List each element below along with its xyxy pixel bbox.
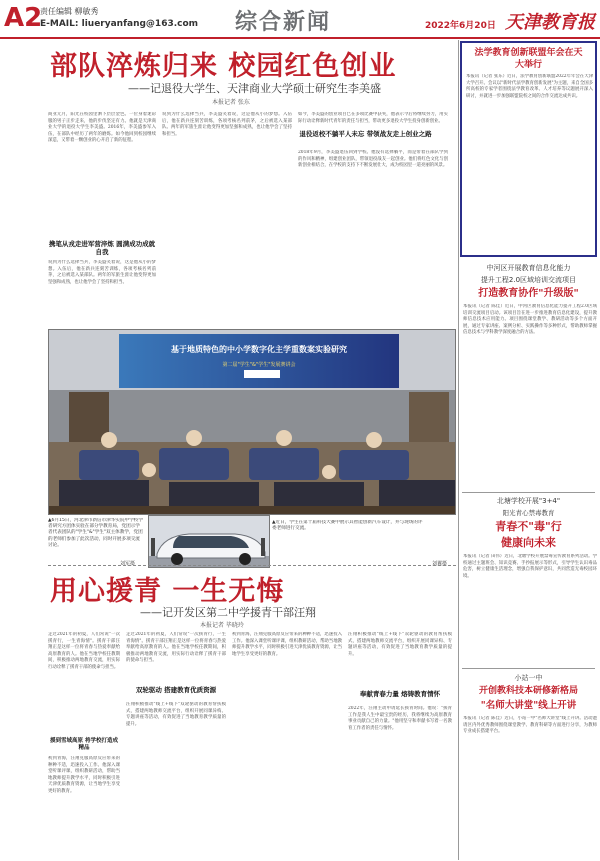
story1-paragraph: 商亚元月，阳光在校园里洒下层层金色。一位身着迷彩服的男子正步走来，他的步伐坚定有力。他就是天津商业大学的退役大学生李美盛。2016年，李美盛参军入伍，在部队中经历了两年的磨炼。如今他回到校园继续深造，又带着一颗创业的心开启了新的征程。: [48, 112, 156, 144]
masthead-logo: 天津教育报: [505, 12, 595, 33]
story2-paragraph: 初到青海，汪翔克服高原反应带来的种种不适，迅速投入工作。他深入课堂听课评课，组织教研活动，帮助当地教师提升教学水平，同时积极引进天津优质教育资源，让当地学生享受更好的教育。: [232, 632, 342, 657]
story1-paragraph: 说到为什么选择当兵，李美盛笑着说，这是他从小的梦想。入伍后，他在新兵连刻苦训练，各项考核名列前茅，之后被选入某部队。两年的军旅生涯让他变得更加坚强和成熟，也让他学会了坚持和担当。: [48, 260, 156, 285]
photo-caption: ▲6月15日，河北津市新信市津华实院中学校学者研究方团体实验在部分学教育局，党团示学者代表团队的"学生"&"学生"双主体教学，党团的老师们参加了此次活动，同时开展多项交流讨论。: [48, 518, 143, 548]
story-headline: 青春不"毒"行: [495, 520, 562, 533]
story-headline: 健康向未来: [501, 536, 556, 549]
story-kicker: 中河区开展教育信息化能力: [486, 264, 571, 272]
story2-paragraph: 汪翔积极推动"线上+线下"双轮驱动的教育帮扶模式，搭建两地教师交流平台，组织开展同课异构、专题讲座等活动，有效促进了当地教育教学质量的提升。: [348, 632, 452, 657]
column-rule: [458, 40, 459, 860]
email-line: E-MAIL: liueryanfang@163.com: [40, 19, 199, 29]
section-divider: [48, 565, 456, 566]
story2-paragraph: 初到青海，汪翔克服高原反应带来的种种不适，迅速投入工作。他深入课堂听课评课，组织教研活动，帮助当地教师提升教学水平，同时积极引进天津优质教育资源，让当地学生享受更好的教育。: [48, 756, 120, 794]
editor-line: 责任编辑 柳敏秀: [40, 7, 99, 16]
story-body: 本报讯（记者 陈佳）近日，小站一中"名师大讲堂"线上开讲。活动邀请区内外优秀教师围绕课堂教学、教育科研等方面进行分享，为教师专业成长搭建平台。: [463, 716, 597, 735]
story1-paragraph: 2018年9月，李美盛退伍回到学校。他没有选择躺平，而是带着在部队学到的作风和精神，组建创业团队，带领退役战友一起创业。他们将红色文化与创新创业相结合，在学校的支持下不断发展壮大，成为校园里一道亮丽的风景。: [298, 150, 448, 169]
story1-subheading: 退役返校不躺平人未忘 带领战友走上创业之路: [299, 130, 432, 138]
classroom-photo: [48, 329, 456, 515]
story1-paragraph: 如今，李美盛的创业项目已在多项比赛中获奖，他表示今后将继续努力，用实际行动诠释新时代青年的责任与担当，带动更多退役大学生投身创新创业。: [298, 112, 448, 124]
car-photo-image: [149, 516, 270, 568]
story2-paragraph: 2022年，汪翔主动申请延长援青时间。他说："援青工作是我人生中最宝贵的经历，我将继续为高原教育事业贡献自己的力量。"他用坚守和奉献书写着一名教育工作者的责任与情怀。: [348, 706, 452, 731]
classroom-photo-image: [49, 330, 456, 515]
issue-date: 2022年6月20日: [425, 21, 496, 31]
page-number: A2: [4, 3, 43, 33]
car-photo: [148, 515, 270, 568]
story2-headline: 用心援青 一生无悔: [50, 576, 285, 607]
story2-subheading: 援到雪域高原 将学校打造成精品: [50, 738, 118, 751]
story-kicker: 北塘学校开展"3+4": [496, 497, 561, 505]
story2-subheading: 双轮驱动 搭建教育优质资源: [135, 686, 217, 694]
story1-subhead: ——记退役大学生、天津商业大学硕士研究生李美盛: [128, 82, 381, 95]
story1-subheading: 携笔从戎走进军营淬炼 圆满成功成就自我: [48, 240, 156, 256]
story1-paragraph: 说到为什么选择当兵，李美盛笑着说，这是他从小的梦想。入伍后，他在新兵连刻苦训练，各项考核名列前茅，之后被选入某部队。两年的军旅生涯让他变得更加坚强和成熟，也让他学会了坚持和担当。: [162, 112, 292, 137]
story-body: 本报讯（记者 田伟）近日，北塘学校开展禁毒宣传教育系列活动。学校通过主题班会、知识竞赛、手抄报展示等形式，引导学生认识毒品危害，树立健康生活理念，增强自我保护意识，共同营造无毒校园环境。: [463, 554, 597, 579]
story-headline: 打造教育协作"升级版": [478, 288, 579, 299]
story2-paragraph: 汪翔积极推动"线上+线下"双轮驱动的教育帮扶模式，搭建两地教师交流平台，组织开展同课异构、专题讲座等活动，有效促进了当地教育教学质量的提升。: [126, 702, 226, 727]
story1-headline: 部队淬炼归来 校园红色创业: [50, 51, 397, 82]
story-headline: "名师大讲堂"线上开讲: [480, 700, 577, 711]
divider: [462, 668, 595, 669]
box-body: 本报讯（记者 张东）近日，法学教育创新联盟2022年年会在天津大学召开。会议以"新时代法学教育创新发展"为主题，来自全国多所高校的专家学者围绕法学教育改革、人才培养等议题展开深入研讨，并就进一步加强联盟院校之间的合作交流达成共识。: [466, 74, 593, 99]
story-body: 本报讯（记者 陈佳）近日，中河区教育信息化能力提升工程2.0区域培训交流项目启动。该项目旨在进一步推进教育信息化建设，提升教师信息技术应用能力。项目围绕课堂教学、教研活动等多个方面开展，通过专家讲座、案例分析、实践操作等多种形式，帮助教师掌握信息技术与学科教学深度融合的方法。: [463, 304, 597, 336]
photo-credit: 刘军摄: [120, 561, 136, 567]
header-rule: [0, 37, 600, 39]
photo-credit: 刘翼摄: [432, 561, 448, 567]
story-kicker: 提升工程2.0区域培训交流项目: [480, 276, 577, 284]
divider: [462, 492, 595, 493]
banner-title: 基于地质特色的中小学数字化主学重数案实验研究: [171, 345, 347, 354]
section-title: 综合新闻: [235, 10, 332, 35]
story2-subheading: 奉献青春力量 熔铸教育情怀: [359, 690, 441, 698]
story1-reporter: 本报记者 张东: [212, 99, 250, 106]
banner-subtitle: 第二届"学生"&"学生"发展赛讲会: [222, 362, 296, 368]
box-headline: 法学教育创新联盟年会在天大举行: [474, 48, 583, 70]
story2-subhead: ——记开发区第二中学援青干部汪翔: [140, 606, 316, 619]
story-headline: 开创教科技本研修新格局: [478, 686, 578, 696]
story2-paragraph: 走过2021年的初夏，人们常说"一次援青行，一生青海情"。援青干部汪翔正是这样一位将青春与热爱奉献给高原教育的人。他在当地学校任教期间，积极推动两地教育交流，用实际行动诠释了援青干部的使命与担当。: [48, 632, 120, 670]
page-header: [0, 0, 600, 38]
story2-reporter: 本报记者 毕晓玲: [200, 622, 244, 629]
story-kicker: 阳光青心禁毒教育: [502, 509, 555, 517]
photo-caption: ▲近日，学生在第十届科技大赛中展示其智能创新汽车设计，并与现场的评委老师进行交流。: [272, 520, 423, 532]
story2-paragraph: 走过2021年的初夏，人们常说"一次援青行，一生青海情"。援青干部汪翔正是这样一位将青春与热爱奉献给高原教育的人。他在当地学校任教期间，积极推动两地教育交流，用实际行动诠释了援青干部的使命与担当。: [126, 632, 226, 664]
story-kicker: 小站一中: [514, 674, 543, 682]
